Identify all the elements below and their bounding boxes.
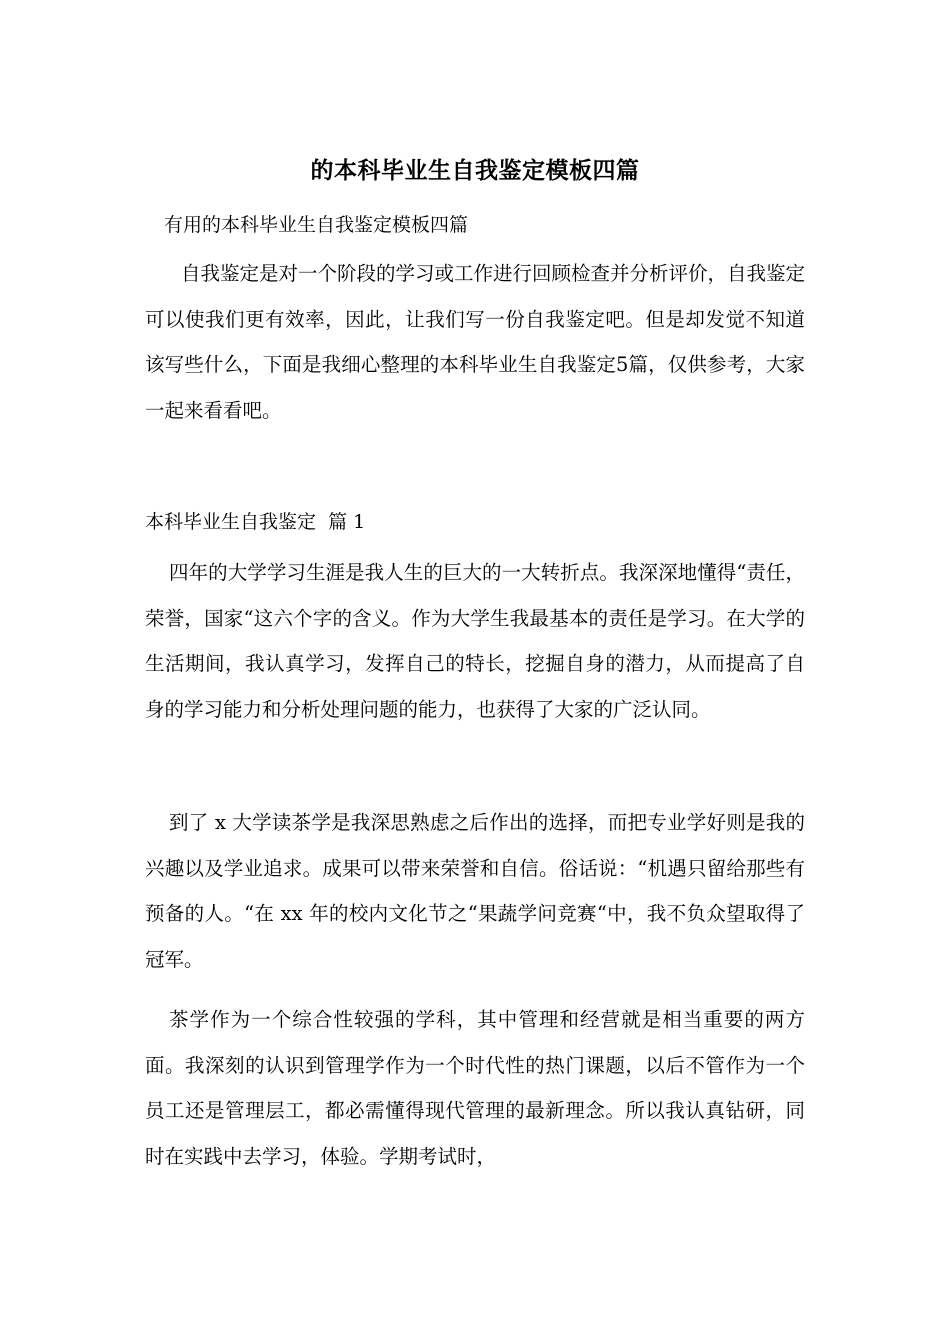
- body-paragraph: 茶学作为一个综合性较强的学科，其中管理和经营就是相当重要的两方面。我深刻的认识到管理学作为一个时代性的热门课题，以后不管作为一个员工还是管理层工，都必需懂得现代管理的最新理念。所以我认真钻研，同时在实践中去学习，体验。学期考试时，: [145, 1008, 805, 1168]
- section-heading: 本科毕业生自我鉴定 篇 1: [145, 511, 366, 533]
- document-title: 的本科毕业生自我鉴定模板四篇: [310, 157, 640, 184]
- document-subtitle: 有用的本科毕业生自我鉴定模板四篇: [164, 214, 469, 236]
- intro-paragraph: 自我鉴定是对一个阶段的学习或工作进行回顾检查并分析评价，自我鉴定可以使我们更有效率，因此，让我们写一份自我鉴定吧。但是却发觉不知道该写些什么，下面是我细心整理的本科毕业生自我鉴定5篇，仅供参考，大家一起来看看吧。: [145, 262, 806, 422]
- body-paragraph: 四年的大学学习生涯是我人生的巨大的一大转折点。我深深地懂得“责任，荣誉，国家“这六个字的含义。作为大学生我最基本的责任是学习。在大学的生活期间，我认真学习，发挥自己的特长，挖掘自身的潜力，从而提高了自身的学习能力和分析处理问题的能力，也获得了大家的广泛认同。: [145, 561, 805, 721]
- body-paragraph: 到了 x 大学读茶学是我深思熟虑之后作出的选择，而把专业学好则是我的兴趣以及学业追求。成果可以带来荣誉和自信。俗话说：“机遇只留给那些有预备的人。“在 xx 年的校内文化节之“果蔬学问竞赛“中，我不负众望取得了冠军。: [145, 811, 805, 971]
